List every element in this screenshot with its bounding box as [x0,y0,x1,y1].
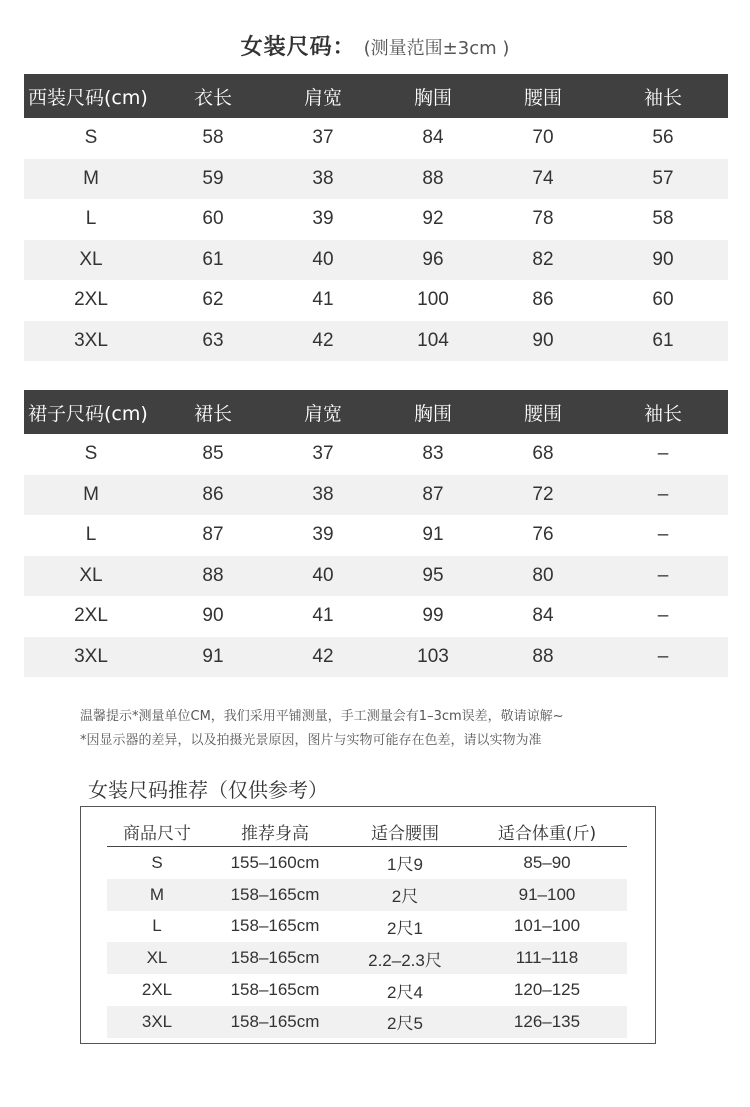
table-cell: 88 [158,556,268,597]
table-row [24,515,728,556]
table-row [107,1006,627,1038]
table-cell: 104 [378,321,488,362]
table-row [107,911,627,943]
table-row [24,637,728,678]
skirt-size-table [24,390,728,677]
table-cell: 90 [488,321,598,362]
skirt-header-waist: 腰围 [488,390,598,434]
suit-header-sleeve: 袖长 [598,74,728,118]
recommend-title: 女装尺码推荐（仅供参考） [88,778,328,802]
table-cell: 57 [598,159,728,200]
table-cell: 99 [422,605,444,627]
table-row [24,280,728,321]
table-row [24,475,728,516]
table-cell: 126–135 [467,1006,627,1038]
table-row [24,240,728,281]
table-cell: 86 [532,289,554,311]
size-cell: 2XL [74,605,108,627]
table-cell: 58 [652,208,674,230]
table-row [24,556,728,597]
suit-header-bust: 胸围 [378,74,488,118]
measurement-notes [80,705,720,753]
table-cell: 88 [488,637,598,678]
size-cell: 3XL [24,637,158,678]
table-row [24,321,728,362]
size-cell: 3XL [24,321,158,362]
table-cell: 60 [202,208,224,230]
table-row [107,847,627,879]
table-cell: 95 [378,556,488,597]
table-cell: 82 [488,240,598,281]
table-cell: 41 [312,605,334,627]
table-cell: 91–100 [467,879,627,911]
table-cell: 86 [158,475,268,516]
size-cell: L [85,208,97,230]
table-cell: 96 [378,240,488,281]
size-cell: XL [24,556,158,597]
table-cell: 56 [652,127,674,149]
table-cell: 84 [422,127,444,149]
table-cell: 158–165cm [207,942,343,974]
table-cell: 85 [202,443,224,465]
size-cell: 3XL [107,1006,207,1038]
recommend-header-weight: 适合体重(斤) [467,816,627,847]
table-cell: 70 [532,127,554,149]
suit-header-length: 衣长 [158,74,268,118]
table-row [24,596,728,637]
table-cell: 39 [312,208,334,230]
table-row [107,974,627,1006]
table-cell: 2尺1 [387,918,423,938]
table-cell: – [598,475,728,516]
size-cell: XL [107,942,207,974]
table-cell: 62 [202,289,224,311]
skirt-header-bust: 胸围 [378,390,488,434]
table-cell: 83 [422,443,444,465]
table-row [24,118,728,159]
size-cell: M [24,159,158,200]
table-cell: 37 [312,127,334,149]
table-row [24,159,728,200]
table-cell: 2.2–2.3尺 [343,942,467,974]
table-cell: 60 [652,289,674,311]
table-cell: 61 [158,240,268,281]
note-line: *因显示器的差异，以及拍摄光景原因，图片与实物可能存在色差，请以实物为准 [80,733,542,748]
recommend-header-height: 推荐身高 [207,816,343,847]
table-cell: 37 [312,443,334,465]
table-cell: 87 [202,524,224,546]
table-cell: 155–160cm [230,852,320,872]
table-cell: 2尺4 [387,982,423,1002]
table-cell: 74 [488,159,598,200]
table-cell: 158–165cm [230,916,320,936]
size-cell: 2XL [141,980,173,1000]
note-line: 温馨提示*测量单位CM，我们采用平铺测量，手工测量会有1–3cm误差，敬请谅解~ [80,709,564,724]
table-cell: 63 [158,321,268,362]
table-cell: 58 [202,127,224,149]
suit-header-size: 西装尺码(cm) [24,74,158,118]
page-title [0,30,750,61]
recommend-table [107,816,627,1038]
size-cell: 2XL [74,289,108,311]
size-cell: L [85,524,97,546]
table-cell: 39 [312,524,334,546]
table-cell: 38 [268,159,378,200]
recommend-header-row [107,816,627,847]
table-row [107,942,627,974]
skirt-header-shoulder: 肩宽 [268,390,378,434]
size-cell: XL [24,240,158,281]
table-cell: 42 [268,637,378,678]
table-cell: 120–125 [513,980,581,1000]
table-cell: 158–165cm [207,1006,343,1038]
skirt-header-length: 裙长 [158,390,268,434]
table-cell: – [657,443,669,465]
recommend-header-size: 商品尺寸 [107,816,207,847]
table-cell: 92 [422,208,444,230]
table-cell: 68 [532,443,554,465]
suit-header-row [24,74,728,118]
table-cell: 1尺9 [387,855,423,875]
recommend-box [80,806,656,1044]
table-cell: 72 [488,475,598,516]
table-cell: 91 [422,524,444,546]
title-measurement-range: (测量范围±3cm ) [363,38,510,59]
table-cell: 158–165cm [207,879,343,911]
table-cell: 100 [417,289,449,311]
table-cell: 111–118 [467,942,627,974]
table-cell: 84 [532,605,554,627]
table-row [24,434,728,475]
suit-size-table [24,74,728,361]
table-cell: 38 [268,475,378,516]
table-cell: 101–100 [513,916,581,936]
table-cell: 158–165cm [230,980,320,1000]
table-cell: 85–90 [523,852,571,872]
table-cell: 42 [268,321,378,362]
table-cell: 40 [268,556,378,597]
size-cell: S [84,127,98,149]
table-row [24,199,728,240]
size-cell: M [107,879,207,911]
size-cell: S [84,443,98,465]
skirt-header-sleeve: 袖长 [598,390,728,434]
table-cell: 80 [488,556,598,597]
skirt-header-size: 裙子尺码(cm) [24,390,158,434]
table-cell: 2尺 [343,879,467,911]
suit-header-waist: 腰围 [488,74,598,118]
table-cell: 76 [532,524,554,546]
title-main: 女装尺码： [240,35,356,60]
table-cell: 90 [202,605,224,627]
table-cell: – [657,524,669,546]
suit-header-shoulder: 肩宽 [268,74,378,118]
table-cell: 88 [378,159,488,200]
table-cell: 91 [158,637,268,678]
table-cell: 40 [268,240,378,281]
skirt-header-row [24,390,728,434]
table-cell: – [657,605,669,627]
size-cell: S [151,852,163,872]
table-cell: 61 [598,321,728,362]
table-row [107,879,627,911]
size-cell: M [24,475,158,516]
table-cell: – [598,556,728,597]
table-cell: 59 [158,159,268,200]
table-cell: – [598,637,728,678]
table-cell: 2尺5 [343,1006,467,1038]
recommend-header-waist: 适合腰围 [343,816,467,847]
table-cell: 90 [598,240,728,281]
size-cell: L [152,916,162,936]
table-cell: 87 [378,475,488,516]
table-cell: 103 [378,637,488,678]
table-cell: 41 [312,289,334,311]
table-cell: 78 [532,208,554,230]
